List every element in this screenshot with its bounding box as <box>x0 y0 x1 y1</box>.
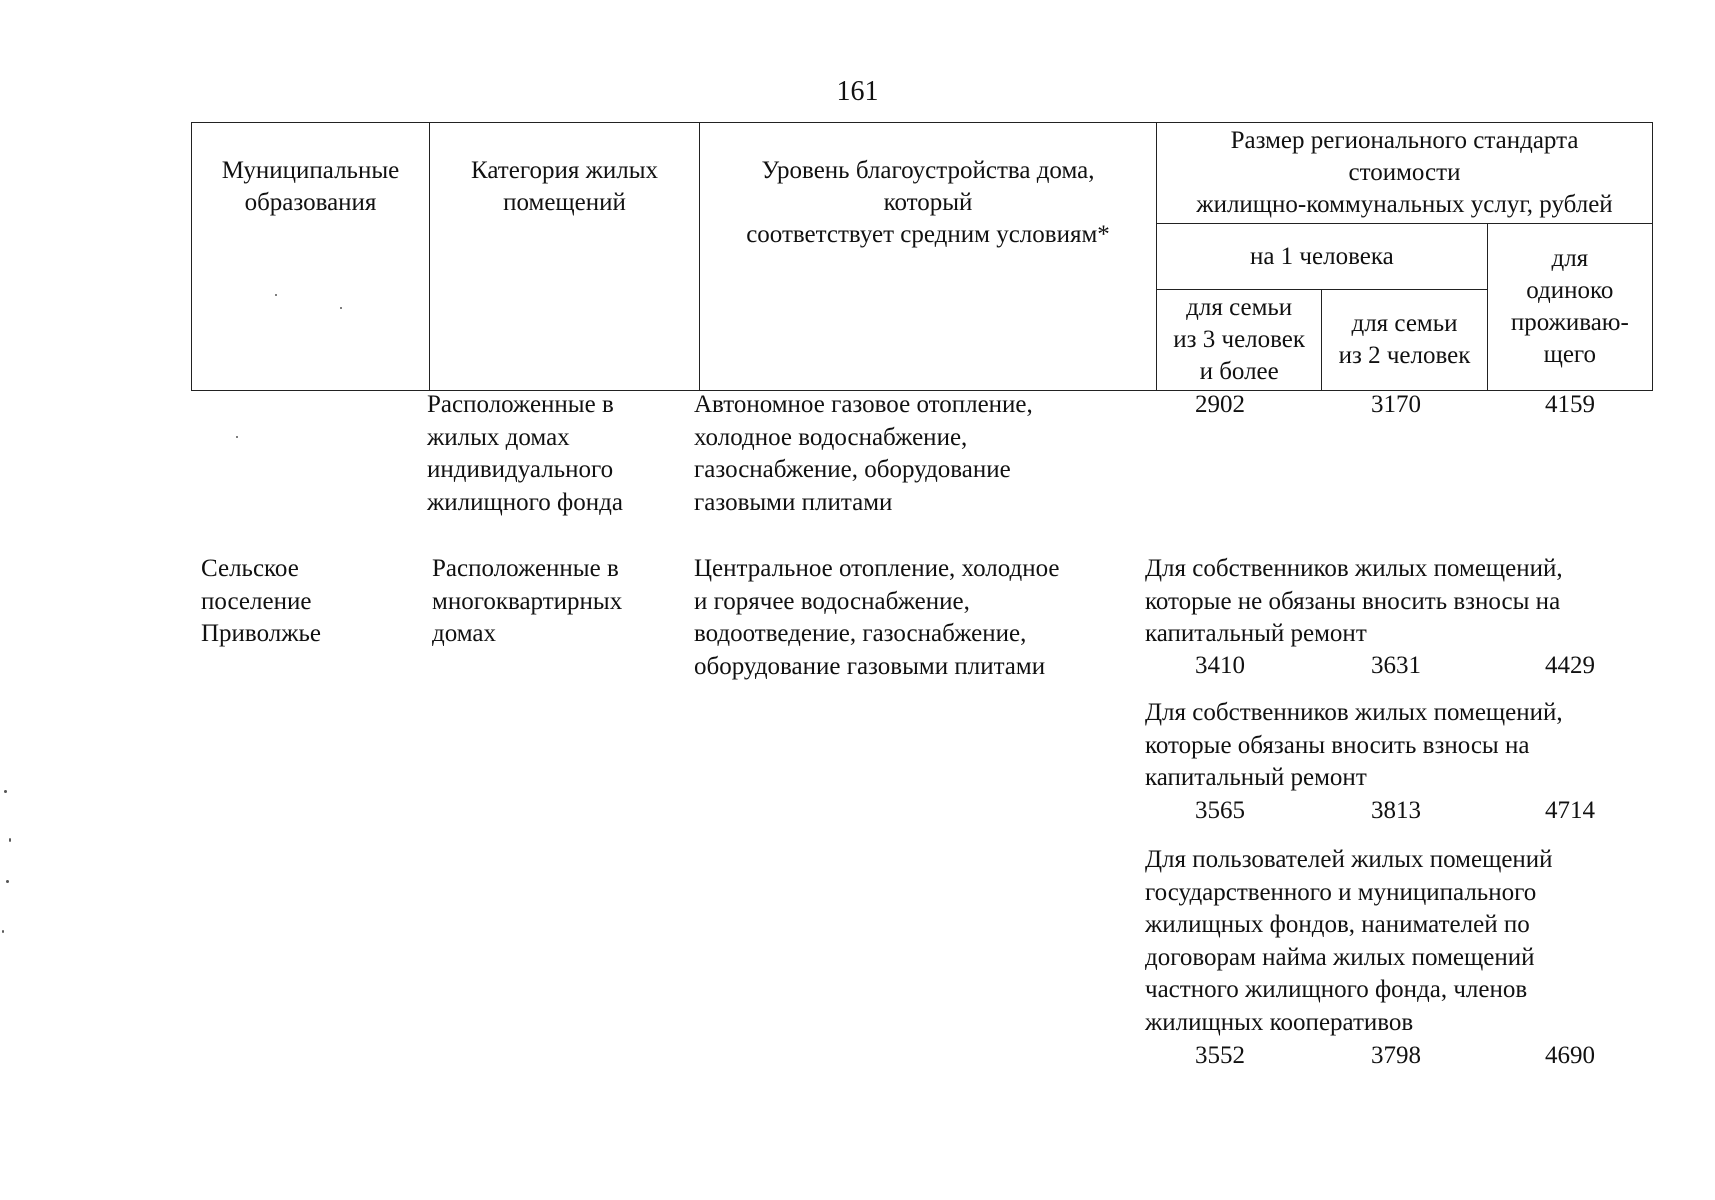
scan-speck <box>340 307 342 309</box>
header-size: Размер регионального стандарта стоимости жилищно-коммунальных услуг, рублей <box>1157 123 1653 224</box>
row1-level: Автономное газовое отопление, холодное водоснабжение, газоснабжение, оборудование газовыми плитами <box>694 391 1033 516</box>
header-municipality: Муниципальные образования <box>192 123 430 391</box>
row1-category: Расположенные в жилых домах индивидуального жилищного фонда <box>427 391 623 516</box>
group3-label: Для пользователей жилых помещений государственного и муниципального жилищных фондов, нанимателей по договорам найма жилых помещений частного жилищного фонда, членов жилищных кооперативов <box>1145 846 1553 1036</box>
header-per-person: на 1 человека <box>1157 224 1488 290</box>
header-level: Уровень благоустройства дома, который соответствует средним условиям* <box>700 123 1157 391</box>
header-category: Категория жилых помещений <box>430 123 700 391</box>
group2-value-family2: 3813 <box>1371 797 1421 824</box>
group3-value-family2: 3798 <box>1371 1042 1421 1069</box>
row1-value-family2: 3170 <box>1371 391 1421 418</box>
header-family3: для семьи из 3 человек и более <box>1157 290 1322 391</box>
scan-speck <box>6 880 9 883</box>
header-family2: для семьи из 2 человек <box>1322 290 1487 391</box>
row1-value-family3: 2902 <box>1195 391 1245 418</box>
page-number: 161 <box>836 76 879 107</box>
group1-value-single: 4429 <box>1545 652 1595 679</box>
row1-value-single: 4159 <box>1545 391 1595 418</box>
scan-speck <box>9 838 11 842</box>
group1-value-family3: 3410 <box>1195 652 1245 679</box>
group3-value-single: 4690 <box>1545 1042 1595 1069</box>
row2-category: Расположенные в многоквартирных домах <box>432 555 623 647</box>
scan-speck <box>275 294 277 296</box>
group2-label: Для собственников жилых помещений, которые обязаны вносить взносы на капитальный ремонт <box>1145 699 1563 791</box>
scan-speck <box>2 930 4 933</box>
row2-municipality: Сельское поселение Приволжье <box>201 555 321 647</box>
scan-speck <box>236 436 238 438</box>
scan-speck <box>4 790 7 793</box>
group2-value-single: 4714 <box>1545 797 1595 824</box>
group3-value-family3: 3552 <box>1195 1042 1245 1069</box>
header-table <box>191 122 1653 391</box>
header-single: для одиноко проживаю- щего <box>1487 224 1652 391</box>
group1-value-family2: 3631 <box>1371 652 1421 679</box>
group2-value-family3: 3565 <box>1195 797 1245 824</box>
row2-level: Центральное отопление, холодное и горячее водоснабжение, водоотведение, газоснабжение, оборудование газовыми плитами <box>694 555 1060 680</box>
group1-label: Для собственников жилых помещений, которые не обязаны вносить взносы на капитальный ремонт <box>1145 555 1563 647</box>
